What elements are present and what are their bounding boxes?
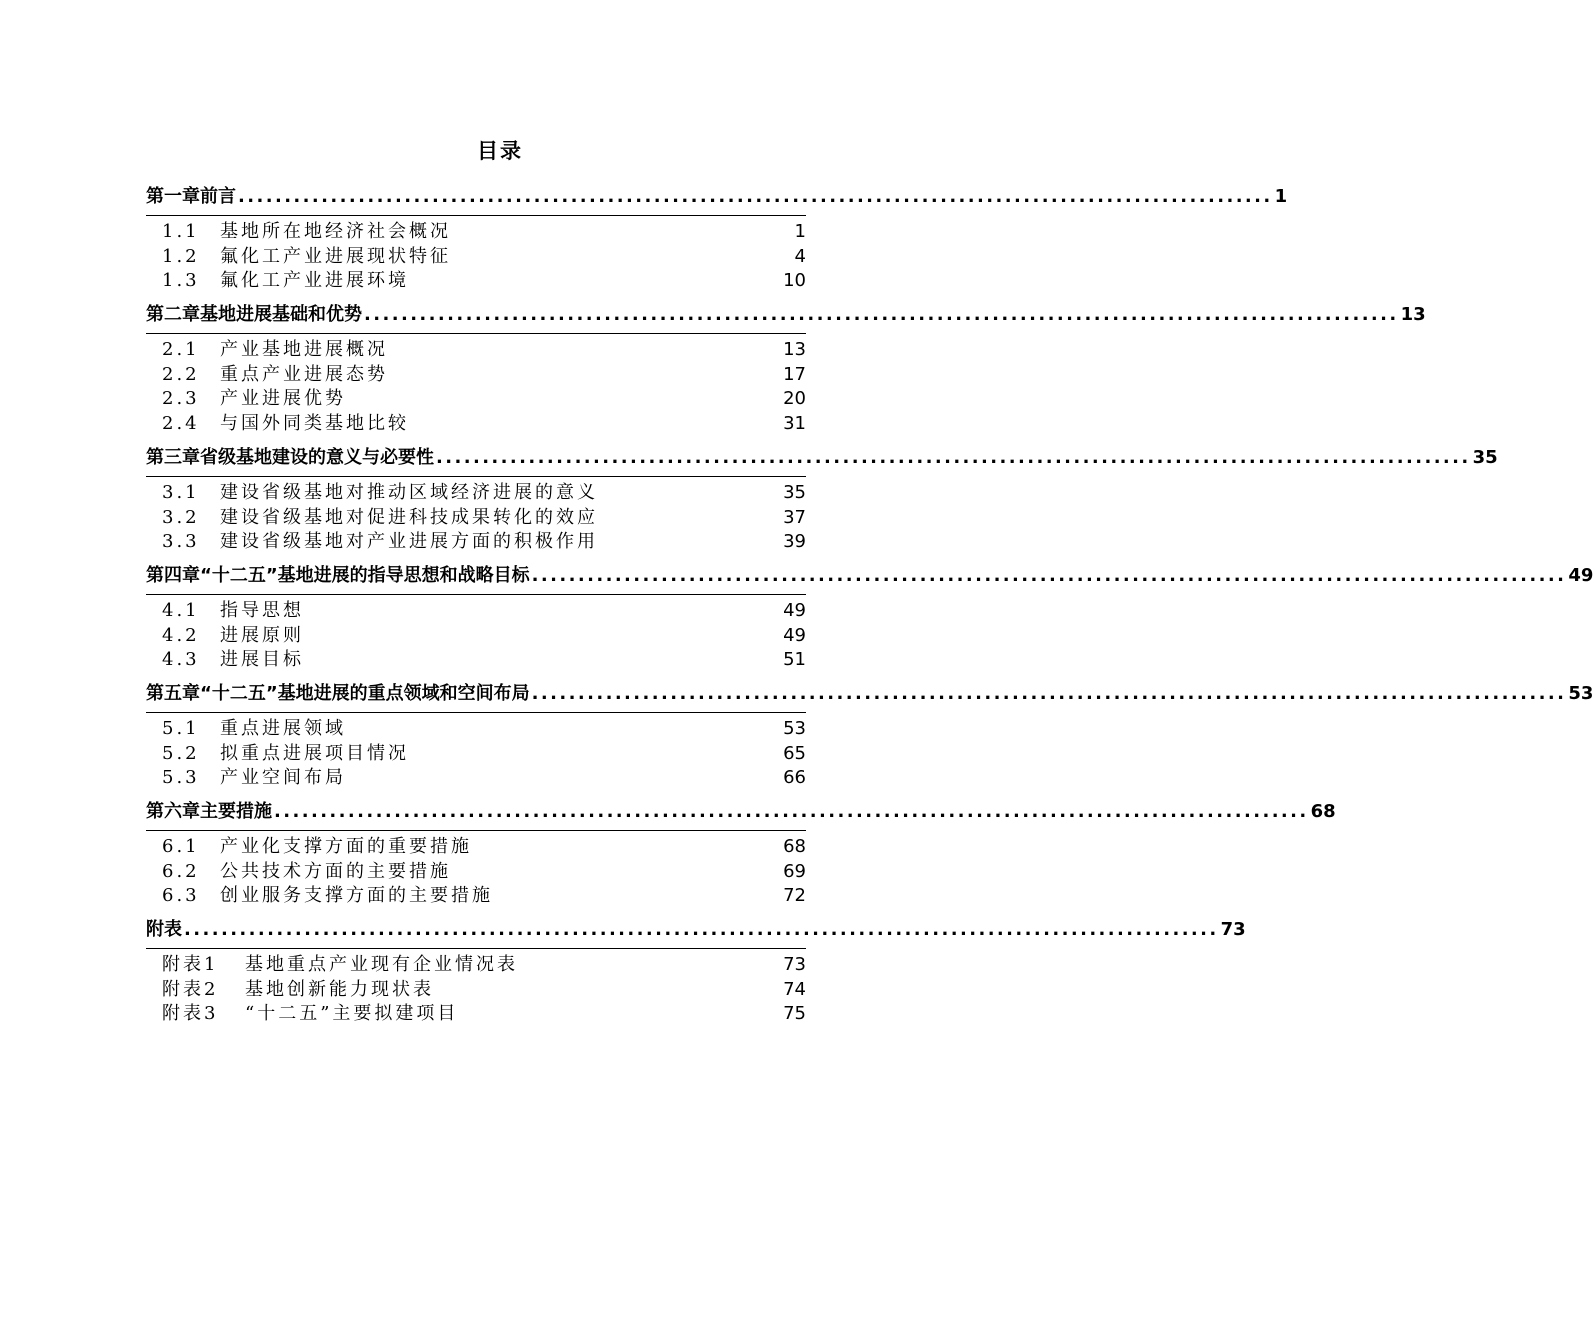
dot-leader: ................................................................................................................	[184, 919, 1219, 941]
section-page-number: 31	[783, 413, 806, 435]
section-title: 氟化工产业进展现状特征	[220, 245, 451, 267]
chapter-title: 第一章前言	[146, 186, 236, 207]
dot-leader: ................................................................................................................	[531, 682, 1567, 704]
chapter-entry[interactable]	[146, 677, 1593, 711]
section-title: 进展目标	[220, 649, 304, 671]
toc-title: 目录	[477, 139, 523, 163]
section-page-number: 53	[783, 717, 806, 739]
chapter-page-number: 35	[1472, 446, 1498, 468]
section-entry[interactable]	[146, 269, 806, 294]
section-number: 3.3	[162, 531, 200, 553]
section-number: 1.3	[162, 270, 200, 292]
dot-leader: ................................................................................................................	[364, 304, 1399, 326]
chapter-title: 附表	[146, 919, 182, 941]
chapter-entry[interactable]	[146, 298, 1426, 332]
section-page-number: 13	[783, 339, 806, 361]
divider	[146, 712, 806, 713]
section-title: 氟化工产业进展环境	[220, 270, 409, 292]
appendix-item-number: 附表3	[162, 1003, 219, 1025]
section-number: 6.2	[162, 860, 200, 882]
section-title: 与国外同类基地比较	[220, 413, 409, 435]
section-list	[146, 599, 806, 677]
table-of-contents	[146, 180, 1593, 1031]
section-number: 5.2	[162, 742, 200, 764]
section-entry[interactable]	[146, 884, 806, 909]
section-entry[interactable]	[146, 599, 806, 624]
chapter-title: 第五章“十二五”基地进展的重点领域和空间布局	[146, 682, 530, 704]
section-page-number: 75	[783, 1003, 806, 1025]
section-page-number: 74	[783, 978, 806, 1000]
section-entry[interactable]	[146, 363, 806, 388]
appendix-item[interactable]	[146, 953, 806, 978]
section-list	[146, 220, 806, 298]
section-page-number: 51	[783, 649, 806, 671]
section-page-number: 10	[783, 270, 806, 292]
section-number: 6.3	[162, 885, 200, 907]
section-title: 重点产业进展态势	[220, 363, 388, 385]
section-entry[interactable]	[146, 717, 806, 742]
section-entry[interactable]	[146, 412, 806, 437]
appendix-item-list	[146, 953, 806, 1031]
chapter-page-number: 68	[1310, 801, 1336, 822]
section-list	[146, 717, 806, 795]
section-number: 3.2	[162, 506, 200, 528]
chapter-entry[interactable]	[146, 795, 1336, 829]
section-entry[interactable]	[146, 742, 806, 767]
chapter-entry[interactable]	[146, 180, 1288, 214]
divider	[146, 948, 806, 949]
section-page-number: 65	[783, 742, 806, 764]
section-number: 1.1	[162, 221, 200, 242]
section-page-number: 37	[783, 506, 806, 528]
divider	[146, 476, 806, 477]
section-number: 5.1	[162, 717, 200, 739]
section-entry[interactable]	[146, 387, 806, 412]
section-page-number: 66	[783, 767, 806, 789]
section-title: 指导思想	[220, 599, 304, 621]
section-title: 创业服务支撑方面的主要措施	[220, 885, 493, 907]
section-entry[interactable]	[146, 245, 806, 270]
section-entry[interactable]	[146, 766, 806, 791]
section-title: 产业基地进展概况	[220, 339, 388, 361]
appendix-item-number: 附表1	[162, 954, 219, 976]
section-entry[interactable]	[146, 835, 806, 860]
section-list	[146, 835, 806, 913]
dot-leader: ................................................................................................................	[238, 186, 1273, 207]
section-title: 产业化支撑方面的重要措施	[220, 836, 472, 857]
chapter-title: 第六章主要措施	[146, 801, 272, 822]
section-list	[146, 338, 806, 441]
chapter-page-number: 73	[1220, 919, 1246, 941]
section-page-number: 17	[783, 363, 806, 385]
section-entry[interactable]	[146, 506, 806, 531]
chapter-page-number: 1	[1274, 186, 1288, 207]
section-title: 拟重点进展项目情况	[220, 742, 409, 764]
section-number: 3.1	[162, 481, 200, 503]
divider	[146, 830, 806, 831]
section-page-number: 4	[794, 245, 806, 267]
section-page-number: 73	[783, 954, 806, 976]
appendix-item-title: 基地重点产业现有企业情况表	[245, 954, 518, 976]
section-title: 产业空间布局	[220, 767, 346, 789]
appendix-item[interactable]	[146, 1002, 806, 1027]
dot-leader: ................................................................................................................	[436, 446, 1471, 468]
section-title: 建设省级基地对产业进展方面的积极作用	[220, 531, 598, 553]
section-page-number: 20	[783, 388, 806, 410]
section-number: 2.4	[162, 413, 200, 435]
section-page-number: 39	[783, 531, 806, 553]
section-page-number: 72	[783, 885, 806, 907]
section-page-number: 68	[783, 836, 806, 857]
section-entry[interactable]	[146, 481, 806, 506]
section-number: 6.1	[162, 836, 200, 857]
chapter-title: 第二章基地进展基础和优势	[146, 304, 362, 326]
section-title: 进展原则	[220, 624, 304, 646]
section-title: 公共技术方面的主要措施	[220, 860, 451, 882]
section-entry[interactable]	[146, 860, 806, 885]
chapter-entry[interactable]	[146, 441, 1498, 475]
appendix-item-title: 基地创新能力现状表	[245, 978, 434, 1000]
section-list	[146, 481, 806, 559]
divider	[146, 333, 806, 334]
section-page-number: 35	[783, 481, 806, 503]
section-number: 1.2	[162, 245, 200, 267]
section-entry[interactable]	[146, 530, 806, 555]
chapter-page-number: 13	[1400, 304, 1426, 326]
chapter-entry[interactable]	[146, 559, 1593, 593]
section-entry[interactable]	[146, 624, 806, 649]
section-title: 建设省级基地对促进科技成果转化的效应	[220, 506, 598, 528]
divider	[146, 215, 806, 216]
section-page-number: 69	[783, 860, 806, 882]
section-number: 2.3	[162, 388, 200, 410]
appendix-item-title: “十二五”主要拟建项目	[245, 1003, 459, 1025]
section-title: 基地所在地经济社会概况	[220, 221, 451, 242]
appendix-item-number: 附表2	[162, 978, 219, 1000]
section-title: 建设省级基地对推动区域经济进展的意义	[220, 481, 598, 503]
section-page-number: 1	[794, 221, 806, 242]
section-entry[interactable]	[146, 220, 806, 245]
chapter-title: 第四章“十二五”基地进展的指导思想和战略目标	[146, 564, 530, 586]
section-number: 2.2	[162, 363, 200, 385]
section-entry[interactable]	[146, 338, 806, 363]
section-number: 4.2	[162, 624, 200, 646]
section-number: 5.3	[162, 767, 200, 789]
divider	[146, 594, 806, 595]
section-number: 2.1	[162, 339, 200, 361]
section-title: 重点进展领域	[220, 717, 346, 739]
chapter-title: 第三章省级基地建设的意义与必要性	[146, 446, 434, 468]
section-entry[interactable]	[146, 648, 806, 673]
section-page-number: 49	[783, 599, 806, 621]
chapter-page-number: 49	[1568, 564, 1593, 586]
appendix-entry[interactable]	[146, 913, 1246, 947]
chapter-page-number: 53	[1568, 682, 1593, 704]
appendix-item[interactable]	[146, 978, 806, 1003]
section-number: 4.1	[162, 599, 200, 621]
section-page-number: 49	[783, 624, 806, 646]
dot-leader: ................................................................................................................	[531, 564, 1567, 586]
section-number: 4.3	[162, 649, 200, 671]
dot-leader: ................................................................................................................	[274, 801, 1309, 822]
section-title: 产业进展优势	[220, 388, 346, 410]
